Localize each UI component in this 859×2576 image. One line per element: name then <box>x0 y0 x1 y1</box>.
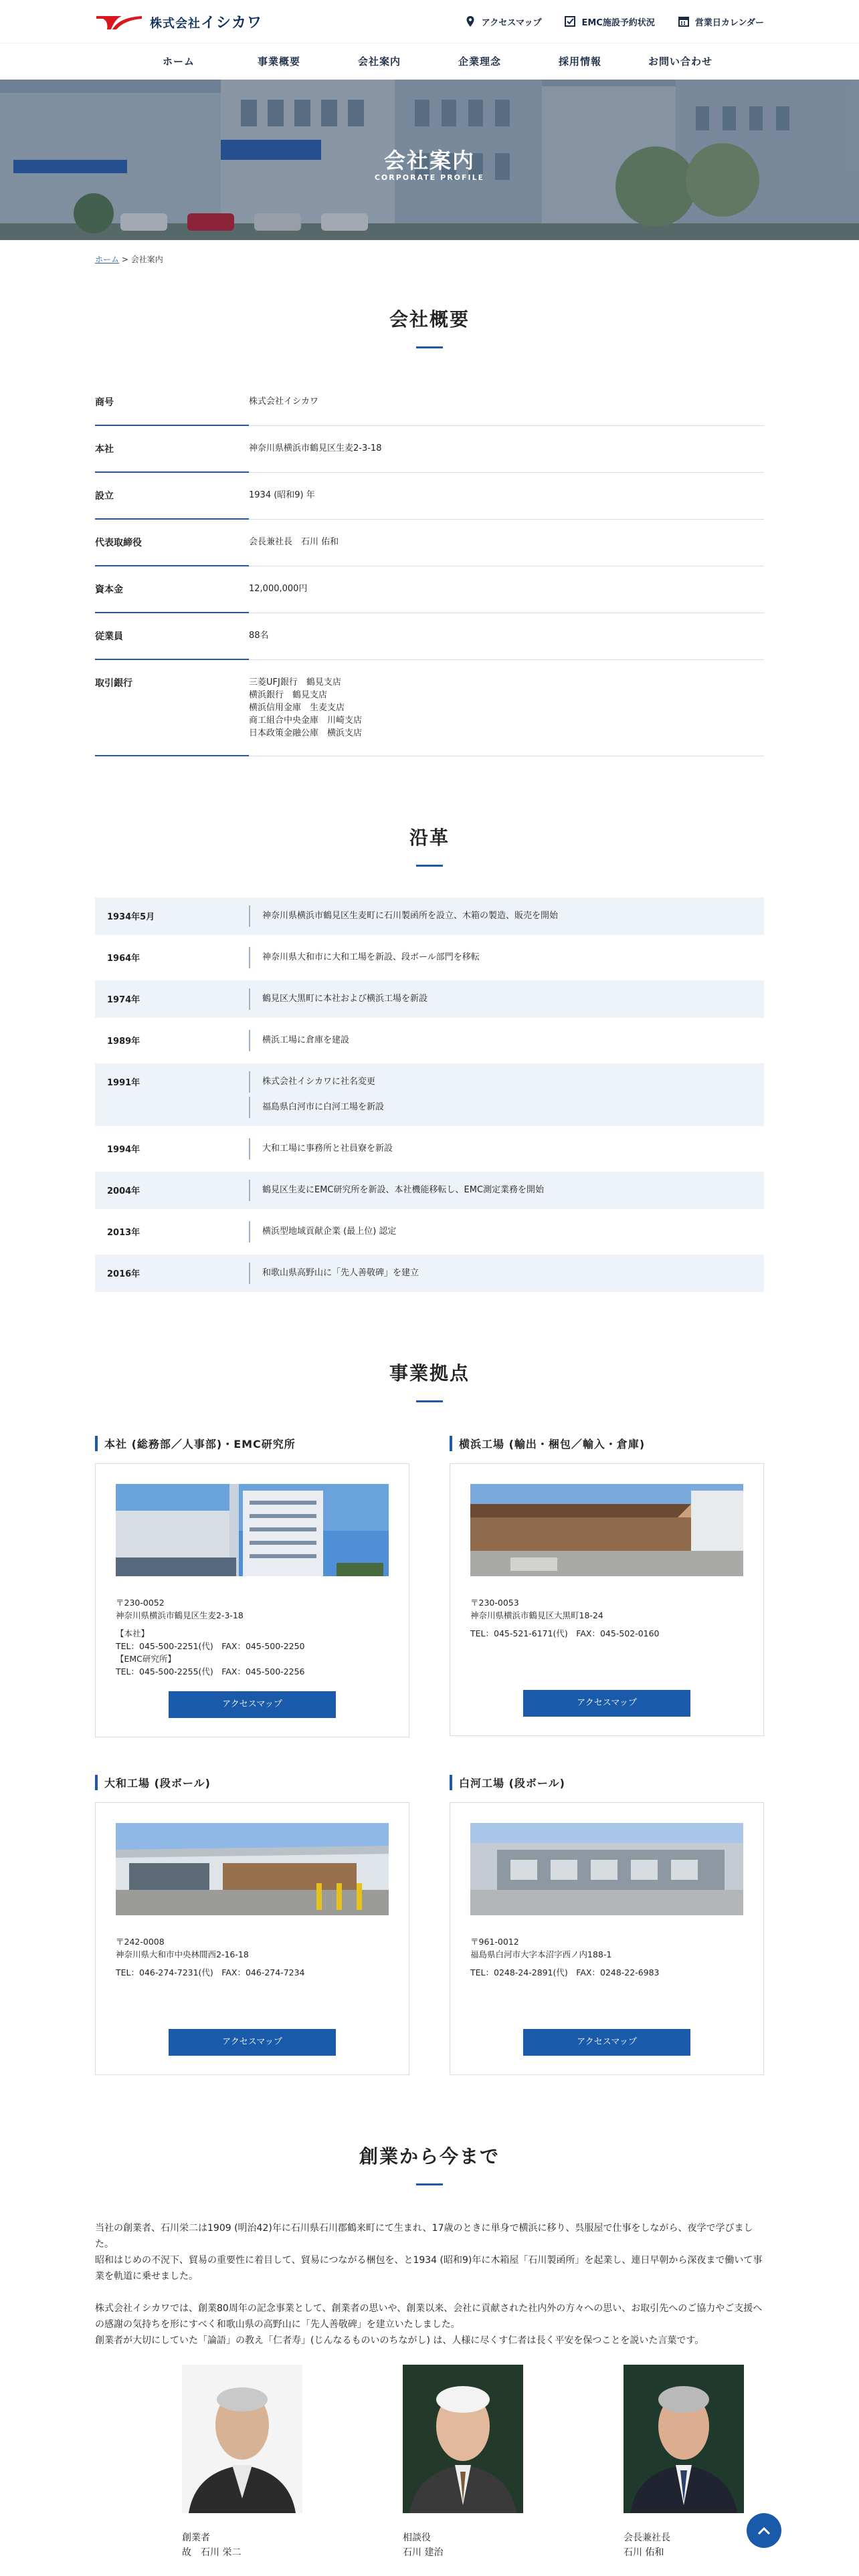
site-card <box>450 1463 764 1736</box>
person-chairman <box>624 2365 744 2560</box>
nav-company[interactable]: 会社案内 <box>357 56 401 68</box>
overview-value: 1934 (昭和9) 年 <box>249 490 315 500</box>
breadcrumb-home[interactable]: ホーム <box>95 255 120 264</box>
site-photo <box>116 1484 389 1576</box>
site-info: 〒242-0008 神奈川県大和市中央林間西2-16-18 TEL：046-274-7231(代) FAX：046-274-7234 <box>116 1937 305 1977</box>
overview-table <box>95 379 764 756</box>
overview-key: 資本金 <box>95 566 249 613</box>
story-title: 創業から今まで <box>95 2142 764 2185</box>
person-name: 石川 佑和 <box>624 2547 664 2558</box>
site-name: 横浜工場 (輸出・梱包／輸入・倉庫) <box>450 1436 764 1451</box>
history-event: 横浜型地域貢献企業 (最上位) 認定 <box>249 1221 764 1243</box>
overview-value: 神奈川県横浜市鶴見区生麦2-3-18 <box>249 443 382 453</box>
history-table <box>95 897 764 1292</box>
history-year: 2004年 <box>107 1186 140 1196</box>
site-photo <box>470 1823 743 1915</box>
person-name: 石川 建治 <box>403 2547 444 2558</box>
history-row <box>95 1130 764 1168</box>
sites-grid <box>95 1436 764 2075</box>
history-year: 2013年 <box>107 1228 140 1238</box>
overview-row <box>95 566 764 613</box>
access-map-button[interactable]: アクセスマップ <box>169 2029 336 2056</box>
access-map-button[interactable]: アクセスマップ <box>169 1691 336 1718</box>
history-year: 1994年 <box>107 1145 140 1155</box>
overview-value: 12,000,000円 <box>249 584 308 594</box>
portrait-image <box>624 2365 744 2513</box>
nav-recruit[interactable]: 採用情報 <box>558 56 601 68</box>
overview-value: 会長兼社長 石川 佑和 <box>249 537 339 547</box>
overview-key: 従業員 <box>95 613 249 660</box>
history-row <box>95 1022 764 1059</box>
overview-key: 設立 <box>95 473 249 520</box>
site-headquarters <box>95 1436 409 1737</box>
history-row <box>95 1063 764 1126</box>
logo-mark-icon <box>95 12 143 31</box>
portrait-image <box>182 2365 302 2513</box>
person-role: 会長兼社長 <box>624 2533 670 2543</box>
map-pin-icon <box>464 15 476 27</box>
logo-text: 株式会社イシカワ <box>150 14 263 31</box>
history-year: 1964年 <box>107 954 140 964</box>
site-photo <box>470 1484 743 1576</box>
overview-value: 三菱UFJ銀行 鶴見支店 横浜銀行 鶴見支店 横浜信用金庫 生麦支店 商工組合中央金庫 川崎支店 日本政策金融公庫 横浜支店 <box>249 677 363 738</box>
back-to-top-button[interactable] <box>747 2513 781 2548</box>
nav-home[interactable]: ホーム <box>162 56 195 68</box>
story-paragraph: 株式会社イシカワでは、創業80周年の記念事業として、創業者の思いや、創業以来、会社に貢献された社内外の方々への思い、お取引先へのご協力やご支援への感謝の気持ちを形にすべく和歌山県の高野山に「先人善敬碑」を建立いたしました。 創業者が大切にしていた「論語」の教え「仁者寿」(じんなるものいのちながし) は、人様に尽くす仁者は長く平安を保つことを説いた言葉です。 <box>95 2303 763 2346</box>
history-row <box>95 939 764 976</box>
breadcrumb <box>95 240 764 265</box>
person-founder <box>182 2365 302 2560</box>
overview-row <box>95 379 764 426</box>
overview-key: 取引銀行 <box>95 660 249 756</box>
history-row <box>95 1172 764 1209</box>
site-card <box>95 1802 409 2075</box>
chevron-up-icon <box>757 2526 771 2535</box>
site-info: 〒230-0053 神奈川県横浜市鶴見区大黒町18-24 TEL：045-521-6171(代) FAX：045-502-0160 <box>470 1598 660 1638</box>
overview-value: 株式会社イシカワ <box>249 397 319 407</box>
history-title: 沿革 <box>95 823 764 867</box>
overview-key: 代表取締役 <box>95 520 249 566</box>
sites-title: 事業拠点 <box>95 1359 764 1402</box>
overview-row <box>95 426 764 473</box>
access-map-link[interactable]: アクセスマップ <box>464 15 542 28</box>
history-row <box>95 1213 764 1251</box>
history-year: 1991年 <box>107 1078 140 1088</box>
overview-row <box>95 520 764 566</box>
main-content <box>95 240 764 2560</box>
calendar-icon <box>678 15 690 27</box>
site-shirakawa <box>450 1775 764 2075</box>
breadcrumb-current: 会社案内 <box>130 255 163 264</box>
history-event: 鶴見区大黒町に本社および横浜工場を新設 <box>249 988 764 1010</box>
site-card <box>95 1463 409 1737</box>
site-name: 白河工場 (段ボール) <box>450 1775 764 1790</box>
person-role: 相談役 <box>403 2533 431 2543</box>
checkbox-icon <box>564 15 576 27</box>
site-info: 〒961-0012 福島県白河市大字本沼字西ノ内188-1 TEL：0248-24-2891(代) FAX：0248-22-6983 <box>470 1937 660 1977</box>
history-year: 1974年 <box>107 995 140 1005</box>
history-row <box>95 1255 764 1292</box>
people-row <box>95 2365 764 2560</box>
person-role: 創業者 <box>182 2533 210 2543</box>
nav-contact[interactable]: お問い合わせ <box>648 56 712 68</box>
story-paragraph: 当社の創業者、石川栄二は1909 (明治42)年に石川県石川郡鶴来町にて生まれ、17歳のときに単身で横浜に移り、呉服屋で仕事をしながら、夜学で学びました。 昭和はじめの不況下、貿易の重要性に着目して、貿易につながる梱包を、と1934 (昭和9)年に木箱屋「石川製函所」を起業し、連日早朝から深夜まで働いて事業を軌道に乗せました。 <box>95 2223 763 2282</box>
history-event: 神奈川県横浜市鶴見区生麦町に石川製函所を設立、木箱の製造、販売を開始 <box>249 905 764 927</box>
history-year: 2016年 <box>107 1269 140 1279</box>
hero-subtitle: CORPORATE PROFILE <box>374 173 485 182</box>
overview-row <box>95 473 764 520</box>
site-photo <box>116 1823 389 1915</box>
nav-business[interactable]: 事業概要 <box>257 56 300 68</box>
overview-value: 88名 <box>249 631 269 641</box>
hero-title: 会社案内 <box>383 148 475 173</box>
top-bar <box>0 0 859 43</box>
story-text <box>95 2220 764 2349</box>
site-yamato <box>95 1775 409 2075</box>
main-nav <box>0 43 859 80</box>
overview-row <box>95 613 764 660</box>
history-row <box>95 897 764 935</box>
access-map-button[interactable]: アクセスマップ <box>523 1690 690 1717</box>
history-event: 和歌山県高野山に「先人善敬碑」を建立 <box>249 1263 764 1284</box>
portrait-image <box>403 2365 523 2513</box>
access-map-button[interactable]: アクセスマップ <box>523 2029 690 2056</box>
person-advisor <box>403 2365 523 2560</box>
person-name: 故 石川 栄二 <box>182 2547 242 2558</box>
business-calendar-link[interactable]: 営業日カレンダー <box>678 15 764 28</box>
history-event: 大和工場に事務所と社員寮を新設 <box>249 1138 764 1160</box>
hero-banner <box>0 80 859 240</box>
history-year: 1934年5月 <box>107 912 155 922</box>
site-yokohama <box>450 1436 764 1737</box>
history-row <box>95 980 764 1018</box>
site-card <box>450 1802 764 2075</box>
history-event: 鶴見区生麦にEMC研究所を新設、本社機能移転し、EMC測定業務を開始 <box>249 1180 764 1201</box>
logo[interactable] <box>95 11 262 32</box>
nav-philosophy[interactable]: 企業理念 <box>458 56 501 68</box>
utility-links <box>464 15 764 28</box>
site-info: 〒230-0052 神奈川県横浜市鶴見区生麦2-3-18 【本社】 TEL：045-500-2251(代) FAX：045-500-2250 【EMC研究所】 TEL：045-500-2255(代) FAX：045-500-2256 <box>116 1598 305 1677</box>
site-name: 本社 (総務部／人事部)・EMC研究所 <box>95 1436 409 1451</box>
history-event: 福島県白河市に白河工場を新設 <box>249 1097 764 1118</box>
history-event: 横浜工場に倉庫を建設 <box>249 1030 764 1051</box>
site-header <box>0 0 859 80</box>
history-year: 1989年 <box>107 1037 140 1047</box>
history-event: 神奈川県大和市に大和工場を新設、段ボール部門を移転 <box>249 947 764 968</box>
emc-reservation-link[interactable]: EMC施設予約状況 <box>564 15 654 28</box>
overview-key: 本社 <box>95 426 249 473</box>
overview-row <box>95 660 764 756</box>
site-name: 大和工場 (段ボール) <box>95 1775 409 1790</box>
history-event: 株式会社イシカワに社名変更 <box>249 1071 764 1093</box>
overview-title: 会社概要 <box>95 305 764 348</box>
overview-key: 商号 <box>95 379 249 426</box>
breadcrumb-separator: > <box>121 255 128 264</box>
